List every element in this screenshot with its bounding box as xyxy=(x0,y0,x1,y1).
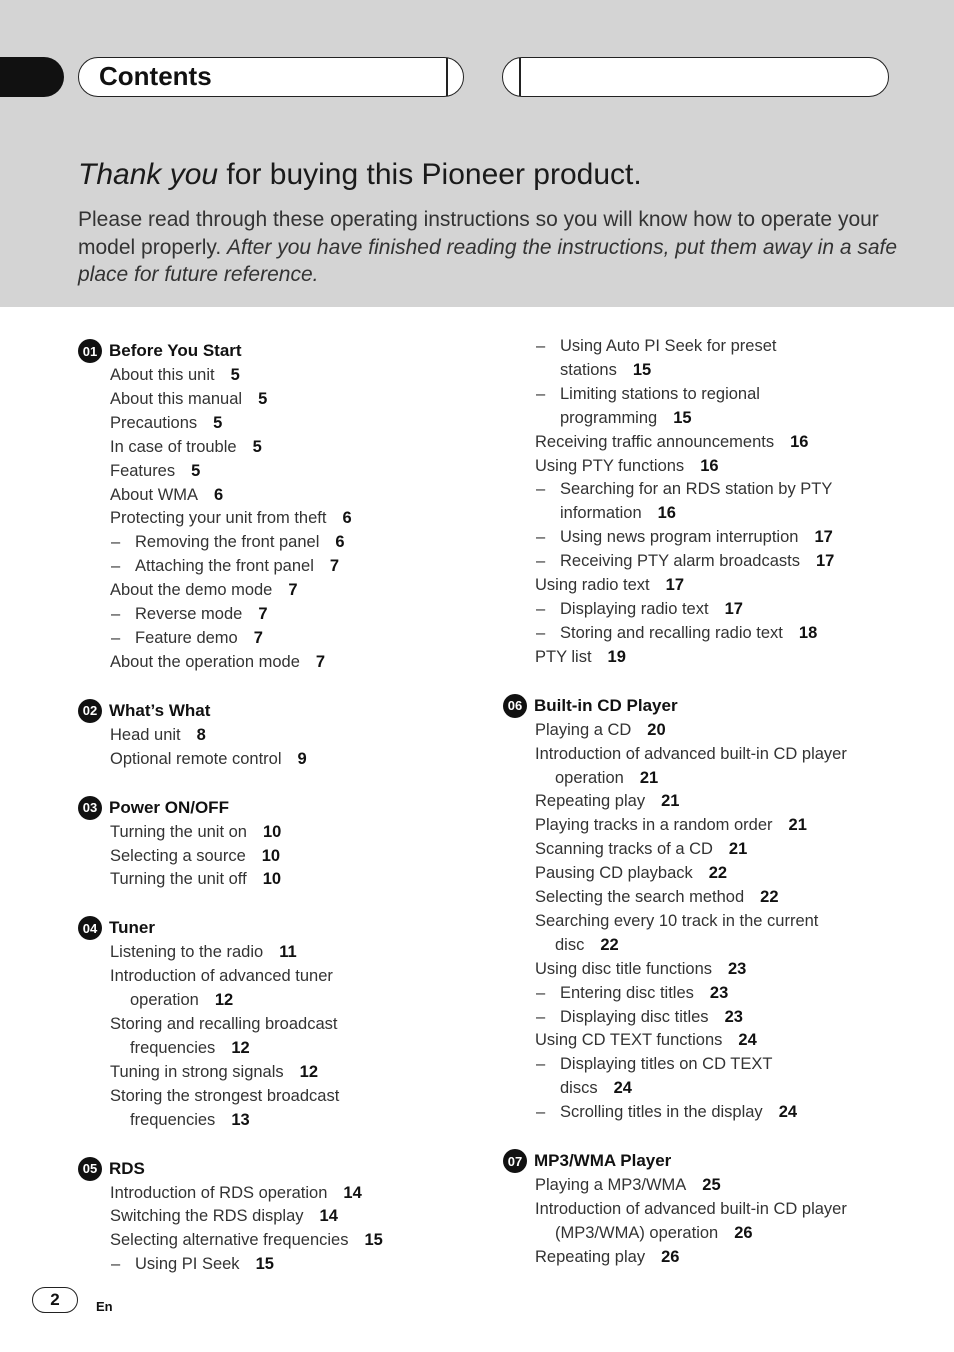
toc-entry-text: Using news program interruption xyxy=(560,528,799,547)
toc-page-number: 7 xyxy=(329,557,340,576)
toc-entry-text: About the demo mode xyxy=(110,581,273,600)
toc-page-number: 23 xyxy=(728,959,747,978)
toc-entry[interactable] xyxy=(503,790,933,814)
toc-entry[interactable] xyxy=(78,1205,498,1229)
toc-entry-text: Receiving PTY alarm broadcasts xyxy=(560,552,800,571)
toc-entry-text: Repeating play xyxy=(535,792,646,811)
toc-entry-text: Using radio text xyxy=(535,576,650,595)
toc-page-number: 23 xyxy=(709,983,729,1002)
toc-page-number: 17 xyxy=(724,599,743,618)
intro-normal: Please read through these operating instructions so you will know how to operate your model properly. xyxy=(78,208,879,259)
toc-section-heading[interactable] xyxy=(78,915,498,941)
toc-entry[interactable] xyxy=(78,1253,498,1277)
toc-entry[interactable] xyxy=(78,436,498,460)
toc-entry-text: Using PTY functions xyxy=(535,456,685,475)
section-heading-text: Tuner xyxy=(109,918,155,938)
toc-entry[interactable] xyxy=(78,1109,498,1133)
toc-entry[interactable] xyxy=(503,526,933,550)
toc-page-number: 6 xyxy=(342,509,352,528)
toc-page-number: 5 xyxy=(230,366,240,384)
toc-page-number: 7 xyxy=(288,581,298,600)
toc-page-number: 22 xyxy=(760,888,779,907)
toc-entry-text: discs xyxy=(560,1079,598,1098)
toc-entry[interactable] xyxy=(503,455,933,479)
toc-entry-text: Receiving traffic announcements xyxy=(535,432,775,451)
toc-page-number: 7 xyxy=(315,652,326,671)
toc-page-number: 15 xyxy=(364,1231,383,1250)
section-heading-text: Built-in CD Player xyxy=(534,695,678,715)
section-title-box xyxy=(78,57,464,97)
toc-entry-text: Searching every 10 track in the current xyxy=(535,911,819,930)
toc-section-heading[interactable] xyxy=(78,698,498,724)
toc-page-number: 11 xyxy=(279,943,297,962)
toc-page-number: 6 xyxy=(214,485,224,504)
toc-entry-text: Selecting the search method xyxy=(535,888,745,907)
toc-entry-text: Displaying radio text xyxy=(560,599,709,618)
toc-section-continued xyxy=(503,335,933,670)
toc-entry[interactable] xyxy=(78,507,498,531)
toc-left-column xyxy=(78,338,498,1300)
toc-entry[interactable] xyxy=(503,886,933,910)
toc-entry[interactable] xyxy=(503,814,933,838)
language-label: En xyxy=(96,1299,113,1314)
toc-page-number: 5 xyxy=(252,437,262,456)
toc-entry-text: Repeating play xyxy=(535,1247,646,1266)
toc-entry-text: Attaching the front panel xyxy=(135,557,314,576)
toc-entry-text: Displaying disc titles xyxy=(560,1007,709,1026)
toc-entry-text: Introduction of advanced tuner xyxy=(110,967,333,986)
toc-entry-text: Reverse mode xyxy=(135,605,243,624)
toc-page-number: 5 xyxy=(191,461,201,480)
toc-entry[interactable] xyxy=(503,1222,933,1246)
section-number-badge: 02 xyxy=(78,699,102,723)
page-number-badge: 2 xyxy=(32,1287,78,1313)
toc-page-number: 13 xyxy=(231,1110,250,1129)
toc-page-number: 26 xyxy=(734,1223,753,1242)
toc-entry[interactable] xyxy=(503,1174,933,1198)
toc-entry[interactable] xyxy=(78,603,498,627)
toc-section xyxy=(78,338,498,675)
section-number-badge: 01 xyxy=(78,339,102,363)
section-tab-marker xyxy=(0,57,64,97)
toc-page-number: 12 xyxy=(231,1038,250,1057)
toc-entry-text: Features xyxy=(110,461,176,480)
toc-entry[interactable] xyxy=(78,1037,498,1061)
toc-entry[interactable] xyxy=(503,958,933,982)
toc-entry-text: Removing the front panel xyxy=(135,533,320,552)
toc-page-number: 5 xyxy=(258,389,268,408)
toc-page-number: 14 xyxy=(319,1207,338,1226)
toc-page-number: 21 xyxy=(661,792,680,811)
toc-entry-text: Entering disc titles xyxy=(560,983,694,1002)
toc-page-number: 6 xyxy=(335,533,345,552)
toc-entry-text: programming xyxy=(560,408,658,427)
toc-section-heading[interactable] xyxy=(503,693,933,719)
section-heading-text: MP3/WMA Player xyxy=(534,1151,672,1171)
toc-entry[interactable] xyxy=(503,1006,933,1030)
toc-section-heading[interactable] xyxy=(503,1148,933,1174)
toc-page-number: 14 xyxy=(343,1183,362,1202)
toc-entry[interactable] xyxy=(78,821,498,845)
toc-section xyxy=(78,795,498,893)
toc-entry-text: Storing the strongest broadcast xyxy=(110,1086,340,1105)
toc-entry-text: operation xyxy=(130,991,199,1010)
toc-entry-text: disc xyxy=(555,935,585,954)
toc-page-number: 17 xyxy=(815,552,835,571)
toc-entry-text: Storing and recalling radio text xyxy=(560,623,783,642)
toc-entry-text: Using disc title functions xyxy=(535,959,712,978)
toc-entry-text: Playing a MP3/WMA xyxy=(535,1176,687,1195)
toc-section xyxy=(503,1148,933,1270)
toc-entry[interactable] xyxy=(503,1246,933,1270)
toc-page-number: 25 xyxy=(702,1176,721,1195)
toc-entry[interactable] xyxy=(503,1029,933,1053)
toc-page-number: 15 xyxy=(255,1255,274,1274)
toc-page-number: 16 xyxy=(790,432,809,451)
title-box-divider xyxy=(519,58,521,96)
toc-entry[interactable] xyxy=(78,1229,498,1253)
toc-page-number: 26 xyxy=(661,1247,680,1266)
toc-entry[interactable] xyxy=(503,646,933,670)
toc-section-heading[interactable] xyxy=(78,338,498,364)
toc-entry-text: stations xyxy=(560,360,617,379)
headline xyxy=(78,158,642,192)
empty-title-box xyxy=(502,57,889,97)
intro-paragraph xyxy=(78,206,908,289)
toc-entry-text: Protecting your unit from theft xyxy=(110,509,327,528)
toc-entry-text: Introduction of RDS operation xyxy=(110,1183,328,1202)
toc-entry-text: Pausing CD playback xyxy=(535,864,693,883)
toc-entry[interactable] xyxy=(78,555,498,579)
toc-entry-text: Storing and recalling broadcast xyxy=(110,1015,338,1034)
toc-entry[interactable] xyxy=(503,934,933,958)
toc-section xyxy=(503,693,933,1125)
toc-section-heading[interactable] xyxy=(78,1156,498,1182)
toc-entry[interactable] xyxy=(78,484,498,508)
section-number-badge: 06 xyxy=(503,694,527,718)
toc-page-number: 17 xyxy=(814,528,833,547)
toc-entry[interactable] xyxy=(78,651,498,675)
section-heading-text: Power ON/OFF xyxy=(109,797,229,817)
section-number-badge: 07 xyxy=(503,1149,527,1173)
toc-entry-text: Limiting stations to regional xyxy=(560,384,760,403)
toc-page-number: 9 xyxy=(297,749,307,768)
toc-page-number: 17 xyxy=(665,576,684,595)
toc-entry[interactable] xyxy=(78,531,498,555)
toc-entry[interactable] xyxy=(503,383,933,407)
toc-section xyxy=(78,698,498,772)
toc-entry[interactable] xyxy=(78,1061,498,1085)
toc-entry-text: Scrolling titles in the display xyxy=(560,1103,763,1122)
toc-entry-text: Searching for an RDS station by PTY xyxy=(560,480,833,499)
toc-entry-text: Tuning in strong signals xyxy=(110,1062,284,1081)
toc-entry-text: frequencies xyxy=(130,1038,216,1057)
toc-page-number: 15 xyxy=(632,360,652,379)
toc-entry-text: Scanning tracks of a CD xyxy=(535,840,713,859)
toc-page-number: 20 xyxy=(647,720,666,739)
toc-entry[interactable] xyxy=(78,965,498,989)
toc-entry[interactable] xyxy=(503,719,933,743)
toc-page-number: 24 xyxy=(738,1031,757,1050)
section-number-badge: 03 xyxy=(78,796,102,820)
toc-page-number: 16 xyxy=(657,504,676,523)
toc-entry-text: In case of trouble xyxy=(110,437,237,456)
headline-italic: Thank you xyxy=(78,158,219,191)
toc-entry-text: About this unit xyxy=(110,366,215,384)
toc-entry-text: Selecting a source xyxy=(110,846,246,865)
toc-entry[interactable] xyxy=(503,598,933,622)
toc-entry[interactable] xyxy=(503,1198,933,1222)
toc-page-number: 5 xyxy=(213,413,223,432)
toc-entry[interactable] xyxy=(78,724,498,748)
toc-entry[interactable] xyxy=(78,388,498,412)
toc-entry[interactable] xyxy=(78,460,498,484)
toc-entry[interactable] xyxy=(503,431,933,455)
toc-entry[interactable] xyxy=(78,1182,498,1206)
toc-page-number: 10 xyxy=(262,870,282,889)
toc-entry[interactable] xyxy=(503,407,933,431)
toc-entry-text: Introduction of advanced built-in CD player xyxy=(535,1200,847,1218)
toc-entry-text: About WMA xyxy=(110,485,199,504)
toc-entry-text: Switching the RDS display xyxy=(110,1207,304,1226)
toc-entry[interactable] xyxy=(78,364,498,388)
toc-entry-text: Feature demo xyxy=(135,628,238,647)
toc-page-number: 24 xyxy=(613,1079,632,1098)
headline-rest: for buying this Pioneer product. xyxy=(218,158,642,191)
toc-entry-text: frequencies xyxy=(130,1110,216,1129)
toc-entry-text: About the operation mode xyxy=(110,652,300,671)
toc-entry-text: Turning the unit on xyxy=(110,822,247,841)
toc-entry[interactable] xyxy=(503,478,933,502)
section-title: Contents xyxy=(99,61,212,91)
toc-entry-text: Optional remote control xyxy=(110,749,282,768)
title-box-divider xyxy=(446,58,448,96)
toc-page-number: 21 xyxy=(639,768,659,787)
section-number-badge: 04 xyxy=(78,916,102,940)
toc-section xyxy=(78,1156,498,1278)
toc-page-number: 24 xyxy=(778,1103,798,1122)
toc-entry[interactable] xyxy=(503,767,933,791)
toc-page-number: 21 xyxy=(788,816,807,835)
toc-page-number: 7 xyxy=(258,605,268,624)
toc-entry-text: Precautions xyxy=(110,413,198,432)
toc-entry[interactable] xyxy=(78,989,498,1013)
toc-entry-text: About this manual xyxy=(110,389,243,408)
toc-entry-text: Selecting alternative frequencies xyxy=(110,1231,349,1250)
toc-entry[interactable] xyxy=(503,335,933,359)
toc-entry[interactable] xyxy=(78,627,498,651)
toc-entry[interactable] xyxy=(503,502,933,526)
toc-entry-text: PTY list xyxy=(535,647,592,666)
toc-page-number: 12 xyxy=(214,991,234,1010)
toc-entry[interactable] xyxy=(78,412,498,436)
toc-entry-text: Using PI Seek xyxy=(135,1255,240,1274)
toc-page-number: 19 xyxy=(607,647,626,666)
toc-entry[interactable] xyxy=(78,579,498,603)
toc-page-number: 22 xyxy=(708,864,728,883)
toc-entry-text: operation xyxy=(555,768,624,787)
toc-section-heading[interactable] xyxy=(78,795,498,821)
toc-entry-text: Listening to the radio xyxy=(110,943,264,962)
toc-entry[interactable] xyxy=(503,550,933,574)
toc-page-number: 23 xyxy=(724,1007,743,1026)
toc-entry[interactable] xyxy=(503,982,933,1006)
toc-page-number: 22 xyxy=(600,935,619,954)
toc-entry-text: Head unit xyxy=(110,725,181,744)
toc-page-number: 12 xyxy=(299,1062,319,1081)
toc-entry[interactable] xyxy=(78,845,498,869)
toc-entry-text: Playing tracks in a random order xyxy=(535,816,773,835)
toc-page-number: 18 xyxy=(798,623,818,642)
section-heading-text: Before You Start xyxy=(109,341,242,360)
section-number-badge: 05 xyxy=(78,1157,102,1181)
toc-page-number: 16 xyxy=(700,456,719,475)
toc-section xyxy=(78,915,498,1132)
toc-page-number: 7 xyxy=(253,628,263,647)
toc-entry[interactable] xyxy=(78,1085,498,1109)
toc-entry[interactable] xyxy=(503,838,933,862)
toc-entry[interactable] xyxy=(78,1013,498,1037)
toc-entry[interactable] xyxy=(78,941,498,965)
toc-entry-text: (MP3/WMA) operation xyxy=(555,1223,719,1242)
toc-entry-text: Introduction of advanced built-in CD player xyxy=(535,744,847,763)
toc-entry[interactable] xyxy=(503,1077,933,1101)
section-heading-text: RDS xyxy=(109,1158,145,1178)
toc-entry-text: Using Auto PI Seek for preset xyxy=(560,337,777,355)
toc-right-column xyxy=(503,338,933,1293)
toc-entry[interactable] xyxy=(503,359,933,383)
toc-entry-text: Playing a CD xyxy=(535,720,632,739)
toc-entry-text: information xyxy=(560,504,642,523)
toc-entry[interactable] xyxy=(503,910,933,934)
toc-entry[interactable] xyxy=(78,748,498,772)
toc-page-number: 15 xyxy=(673,408,692,427)
toc-page-number: 8 xyxy=(196,725,206,744)
toc-entry[interactable] xyxy=(78,868,498,892)
toc-entry[interactable] xyxy=(503,574,933,598)
toc-entry-text: Displaying titles on CD TEXT xyxy=(560,1055,773,1074)
intro-italic: After you have finished reading the instructions, put them away in a safe place for future reference. xyxy=(78,235,898,286)
toc-entry[interactable] xyxy=(503,743,933,767)
toc-entry[interactable] xyxy=(503,1101,933,1125)
toc-entry[interactable] xyxy=(503,1053,933,1077)
toc-page-number: 10 xyxy=(262,822,282,841)
toc-entry-text: Turning the unit off xyxy=(110,870,247,889)
toc-entry-text: Using CD TEXT functions xyxy=(535,1031,723,1050)
toc-entry[interactable] xyxy=(503,622,933,646)
toc-page-number: 10 xyxy=(261,846,281,865)
toc-entry[interactable] xyxy=(503,862,933,886)
section-heading-text: What’s What xyxy=(109,700,211,720)
toc-page-number: 21 xyxy=(728,840,748,859)
